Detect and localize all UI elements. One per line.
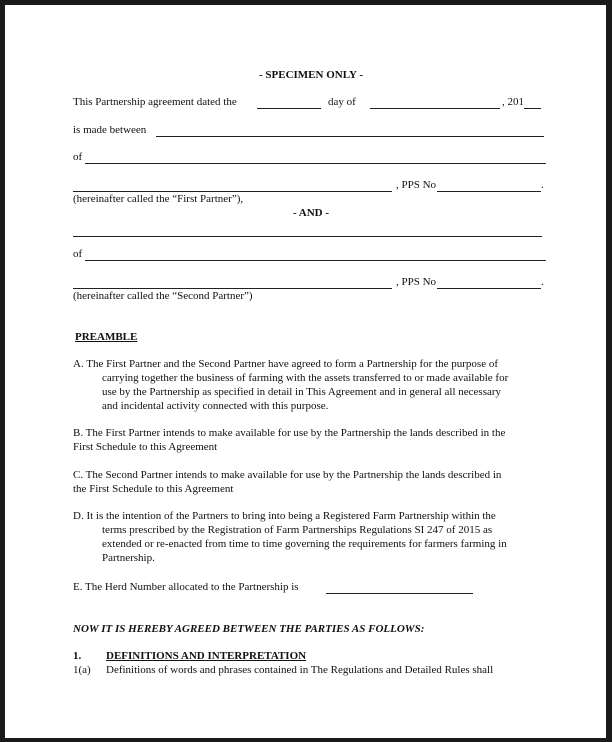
preamble-a-line3: use by the Partnership as specified in detail in This Agreement and in general all necessary xyxy=(102,386,502,398)
clause-1a-text: Definitions of words and phrases contained in The Regulations and Detailed Rules shall xyxy=(106,664,494,676)
second-party-address-blank[interactable] xyxy=(85,260,546,261)
preamble-c-line1: C. The Second Partner intends to make available for use by the Partnership the lands described in xyxy=(73,469,502,481)
second-party-name-blank[interactable] xyxy=(73,236,542,237)
preamble-c-line2: the First Schedule to this Agreement xyxy=(73,483,234,495)
preamble-d-line2: terms prescribed by the Registration of Farm Partnerships Regulations SI 247 of 2015 as xyxy=(102,524,493,536)
preamble-d-line4: Partnership. xyxy=(102,552,155,564)
preamble-a-line2: carrying together the business of farming with the assets transferred to or made available for xyxy=(102,372,509,384)
first-party-name-blank[interactable] xyxy=(156,136,544,137)
pps-blank-1[interactable] xyxy=(437,191,541,192)
pps-label-2: , PPS No xyxy=(396,276,437,288)
agreement-heading: NOW IT IS HEREBY AGREED BETWEEN THE PARTIES AS FOLLOWS: xyxy=(73,623,425,635)
preamble-d-line1: D. It is the intention of the Partners to bring into being a Registered Farm Partnership within the xyxy=(73,510,496,522)
day-of-label: day of xyxy=(328,96,356,108)
section-1-number: 1. xyxy=(73,650,82,662)
preamble-a-line1: A. The First Partner and the Second Partner have agreed to form a Partnership for the purpose of xyxy=(73,358,499,370)
agreement-intro: This Partnership agreement dated the xyxy=(73,96,237,108)
preamble-e-line: E. The Herd Number allocated to the Partnership is xyxy=(73,581,299,593)
year-blank[interactable] xyxy=(524,108,541,109)
pps-label-1: , PPS No xyxy=(396,179,437,191)
clause-1a-number: 1(a) xyxy=(73,664,91,676)
second-partner-note: (hereinafter called the “Second Partner”) xyxy=(73,290,253,302)
preamble-a-line4: and incidental activity connected with this purpose. xyxy=(102,400,329,412)
first-party-address-blank[interactable] xyxy=(85,163,546,164)
section-1-title: DEFINITIONS AND INTERPRETATION xyxy=(106,650,307,662)
second-party-line-blank[interactable] xyxy=(73,288,392,289)
specimen-heading: - SPECIMEN ONLY - xyxy=(258,69,363,81)
date-blank[interactable] xyxy=(257,108,321,109)
preamble-b-line2: First Schedule to this Agreement xyxy=(73,441,218,453)
document-page xyxy=(5,5,606,738)
first-party-line-blank[interactable] xyxy=(73,191,392,192)
pps-period-1: . xyxy=(541,179,544,191)
year-label: , 201 xyxy=(502,96,524,108)
first-partner-note: (hereinafter called the “First Partner”), xyxy=(73,193,244,205)
month-blank[interactable] xyxy=(370,108,500,109)
preamble-d-line3: extended or re-enacted from time to time governing the requirements for farmers farming in xyxy=(102,538,507,550)
preamble-heading: PREAMBLE xyxy=(75,331,138,343)
of-label-1: of xyxy=(73,151,83,163)
herd-number-blank[interactable] xyxy=(326,593,473,594)
made-between-label: is made between xyxy=(73,124,147,136)
of-label-2: of xyxy=(73,248,83,260)
pps-period-2: . xyxy=(541,276,544,288)
and-heading: - AND - xyxy=(292,207,330,219)
pps-blank-2[interactable] xyxy=(437,288,541,289)
preamble-b-line1: B. The First Partner intends to make available for use by the Partnership the lands described in the xyxy=(73,427,506,439)
